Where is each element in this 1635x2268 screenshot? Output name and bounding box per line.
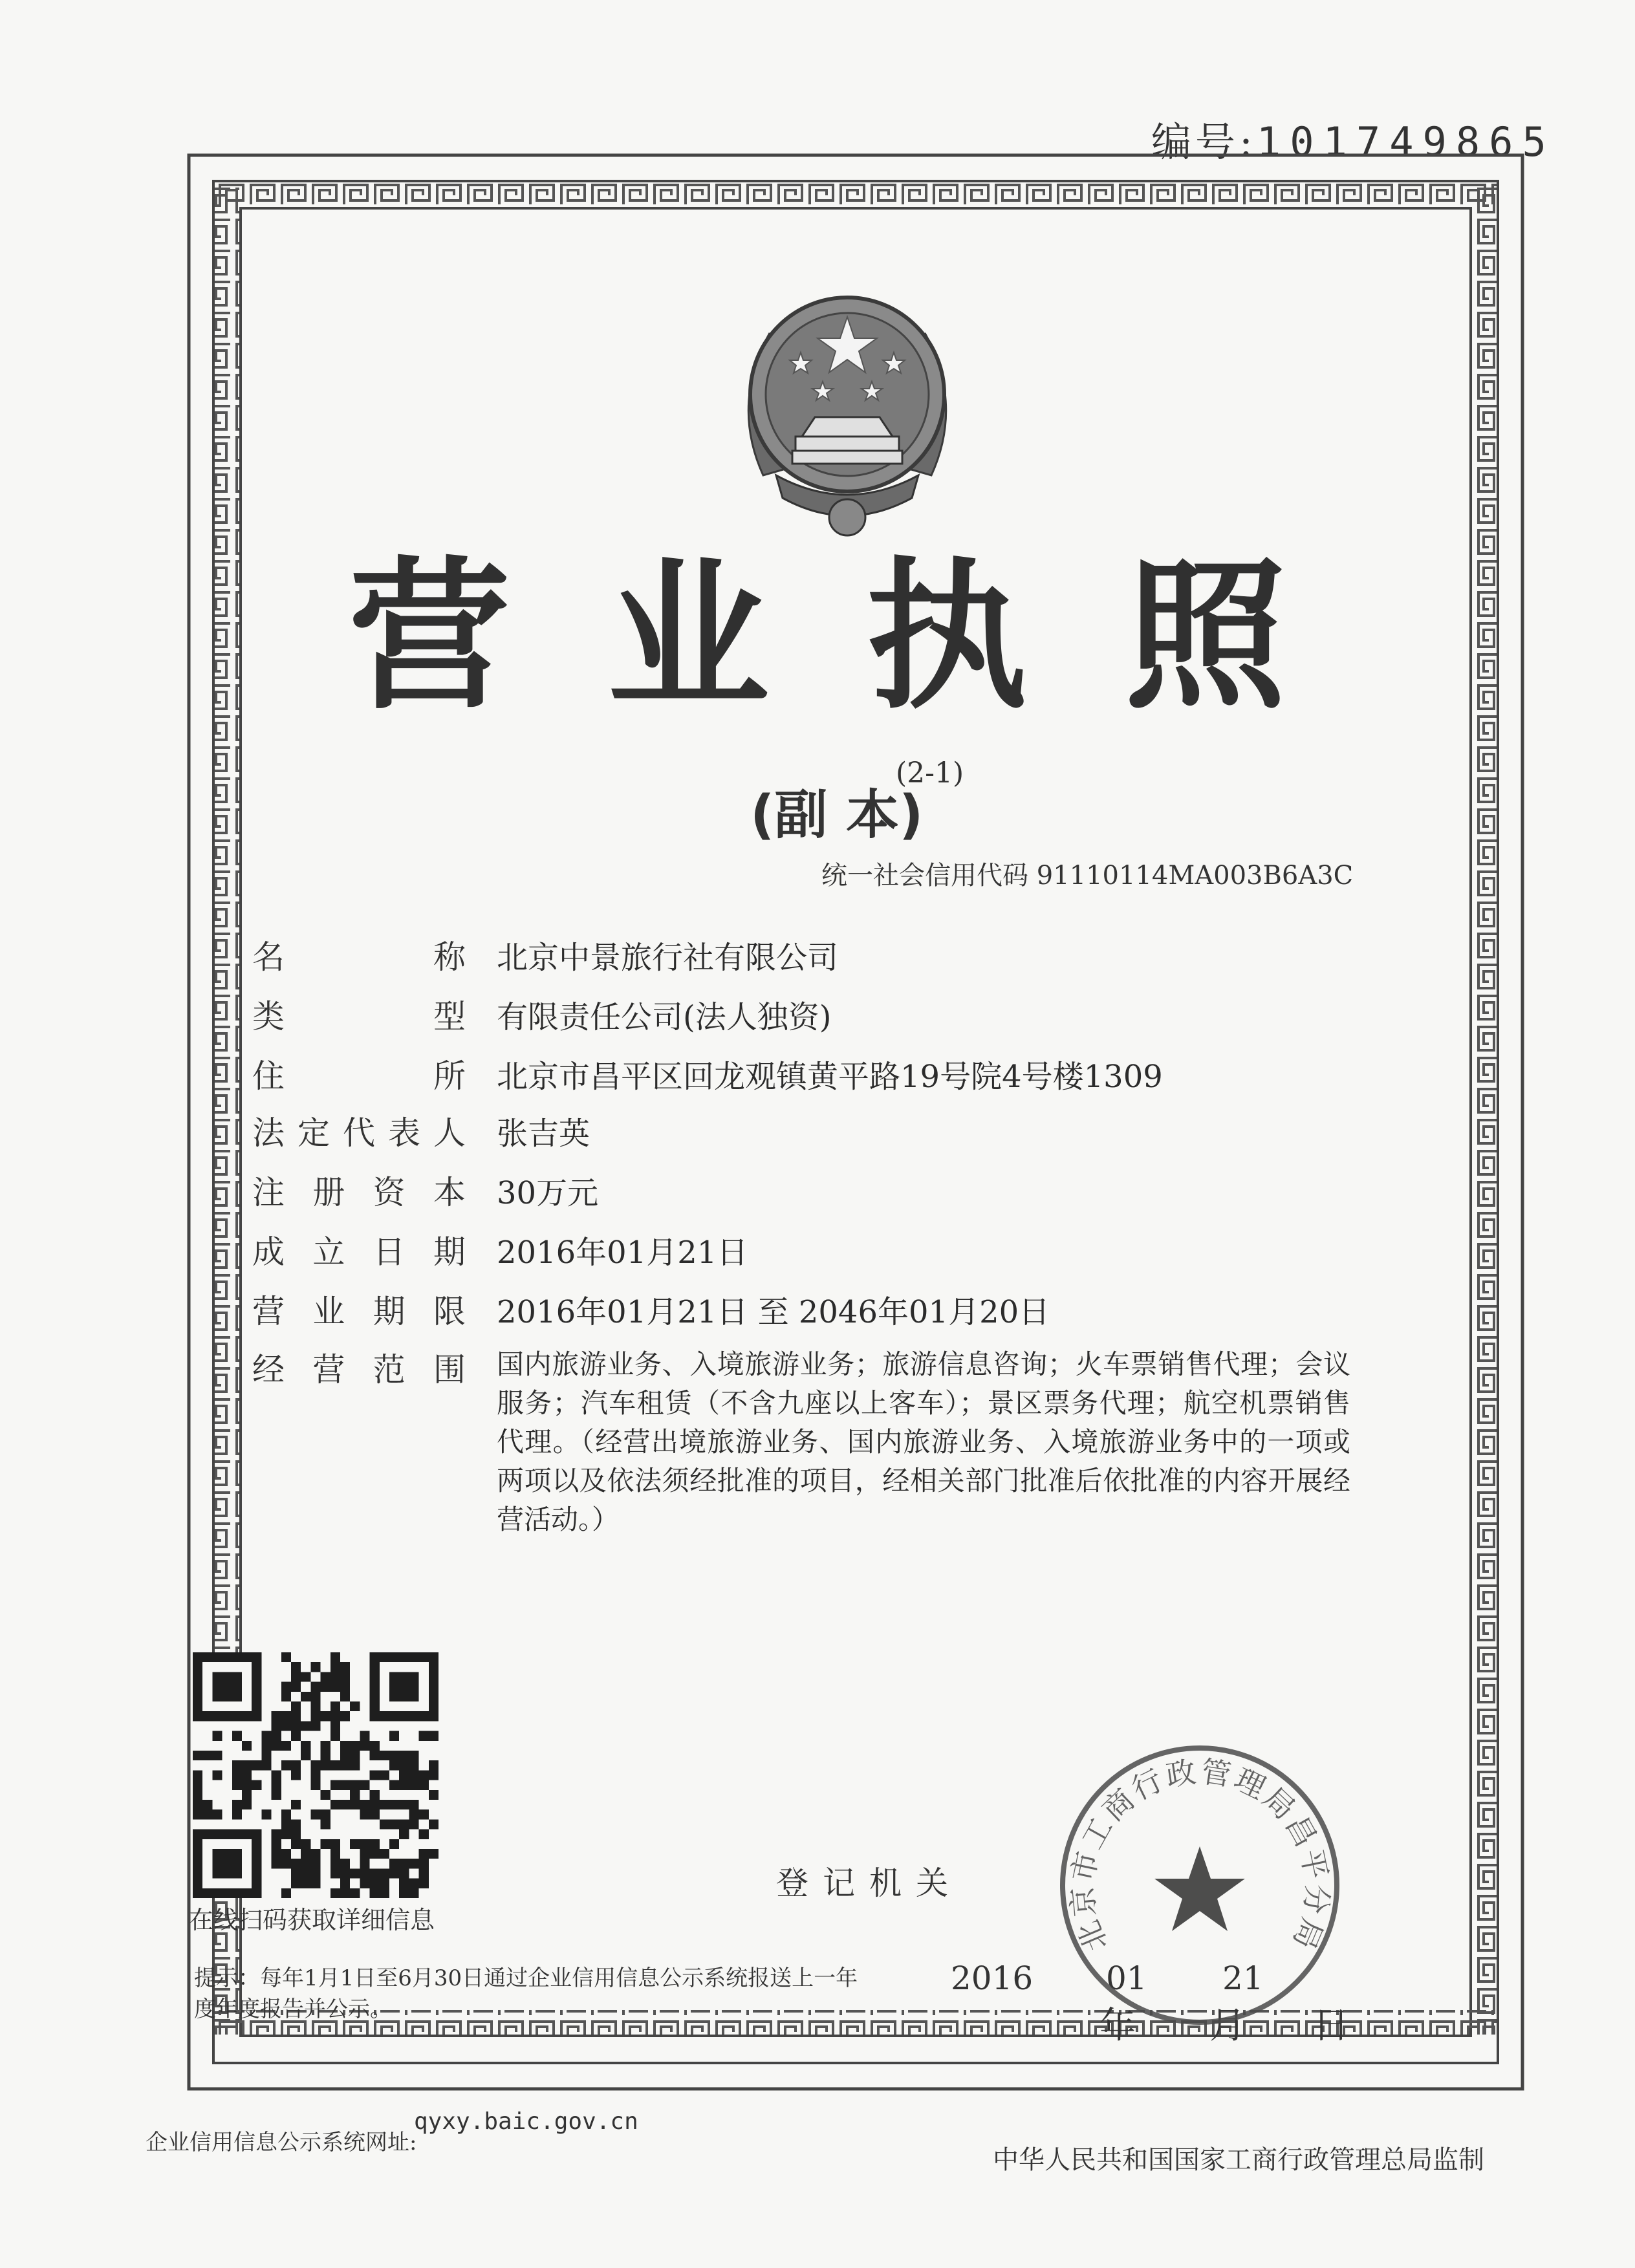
name-label-char-2: 称 [433, 938, 466, 976]
website-label: 企业信用信息公示系统网址: [146, 2130, 417, 2155]
name-label-char-1: 名 [252, 938, 285, 976]
serial-label: 编号: [1151, 118, 1257, 166]
annual-report-reminder: 提示：每年1月1日至6月30日通过企业信用信息公示系统报送上一年度年度报告并公示。 [194, 1965, 858, 2022]
qr-code[interactable] [193, 1652, 439, 1898]
type-label-char-2: 型 [433, 998, 466, 1035]
registered-capital: 30万元 [497, 1175, 599, 1211]
founded-date: 2016年01月21日 [497, 1235, 748, 1271]
qr-caption: 在线扫码获取详细信息 [189, 1906, 435, 1934]
credit-code-label: 统一社会信用代码 [821, 861, 1028, 891]
credit-code-value: 91110114MA003B6A3C [1036, 861, 1354, 891]
company-type: 有限责任公司(法人独资) [497, 999, 832, 1035]
website-url[interactable]: qyxy.baic.gov.cn [414, 2108, 638, 2135]
term-label: 营 业 期 限 [252, 1293, 466, 1330]
supervision-note: 中华人民共和国国家工商行政管理总局监制 [993, 2145, 1484, 2175]
day-char: 日 [1313, 2005, 1349, 2047]
scope-label: 经 营 范 围 [252, 1351, 466, 1388]
serial-value: 101749865 [1256, 118, 1555, 166]
capital-label: 注 册 资 本 [252, 1174, 466, 1211]
legal-rep-label: 法 定 代 表 人 [252, 1114, 466, 1152]
address-label-char-1: 住 [252, 1057, 285, 1095]
legal-representative: 张吉英 [497, 1116, 590, 1152]
founded-label: 成 立 日 期 [252, 1233, 466, 1271]
address-label-char-2: 所 [433, 1057, 466, 1095]
company-address: 北京市昌平区回龙观镇黄平路19号院4号楼1309 [497, 1059, 1163, 1095]
name-label [252, 931, 466, 978]
type-label-char-1: 类 [252, 998, 285, 1035]
business-term: 2016年01月21日 至 2046年01月20日 [497, 1294, 1050, 1330]
month-char: 月 [1209, 2005, 1246, 2047]
date-month: 01 [1106, 1960, 1147, 1997]
copy-number: (2-1) [896, 757, 964, 790]
official-seal-stamp [1054, 1740, 1345, 2031]
business-scope: 国内旅游业务、入境旅游业务；旅游信息咨询；火车票销售代理；会议服务；汽车租赁（不含九座以上客车）；景区票务代理；航空机票销售代理。（经营出境旅游业务、国内旅游业务、入境旅游业务中的一项或两项以及依法须经批准的项目，经相关部门批准后依批准的内容开展经营活动。） [497, 1348, 1350, 1535]
address-label [252, 1050, 466, 1097]
year-char: 年 [1099, 2005, 1136, 2047]
national-emblem-icon [724, 262, 970, 559]
svg-text:北京市工商行政管理局昌平分局: 北京市工商行政管理局昌平分局 [1064, 1753, 1336, 1957]
type-label [252, 991, 466, 1037]
copy-label: (副 本) [750, 784, 924, 846]
document-title: 营业执照 [349, 543, 1383, 731]
date-year: 2016 [951, 1960, 1034, 1997]
company-name: 北京中景旅行社有限公司 [497, 940, 839, 976]
date-day: 21 [1222, 1960, 1264, 1997]
registration-authority-label: 登记机关 [776, 1864, 962, 1902]
credit-code [821, 855, 1353, 892]
